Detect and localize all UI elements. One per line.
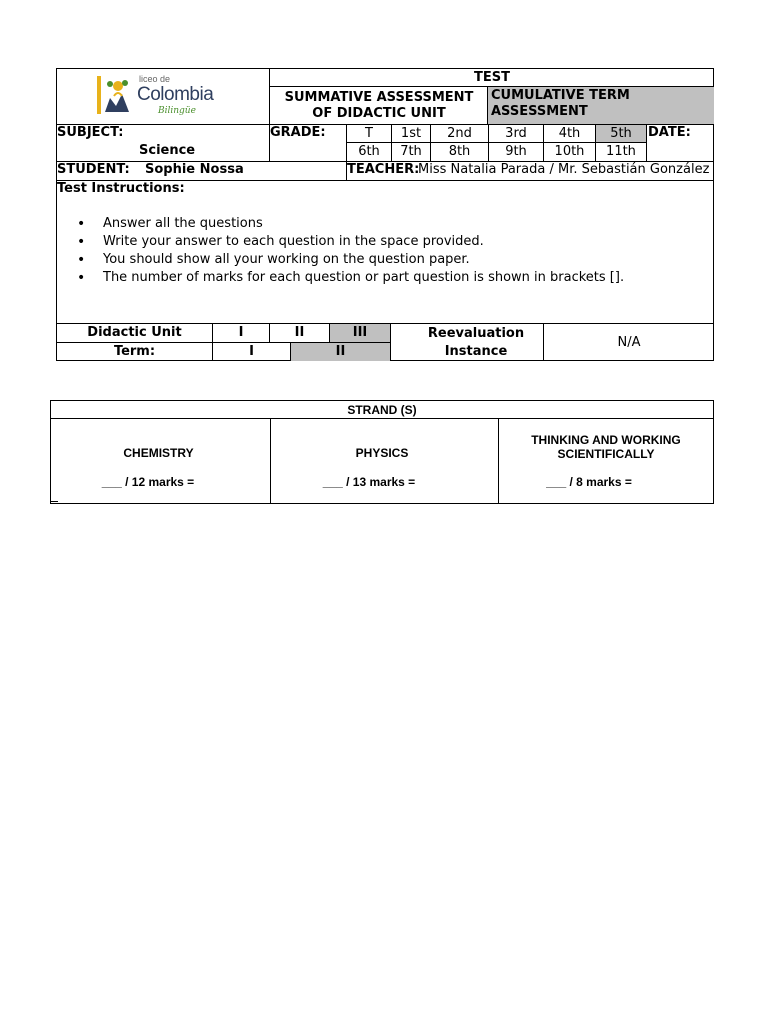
- student-label: STUDENT:: [57, 162, 130, 177]
- test-title: TEST: [474, 69, 510, 85]
- term-option-selected[interactable]: II: [335, 344, 346, 359]
- unit-option[interactable]: II: [294, 325, 305, 340]
- term-option[interactable]: I: [249, 344, 254, 359]
- grade-option[interactable]: 6th: [358, 144, 380, 159]
- didactic-unit-label: Didactic Unit: [87, 325, 182, 340]
- strand-name: THINKING AND WORKING SCIENTIFICALLY: [531, 433, 681, 461]
- instructions-list: [57, 215, 707, 287]
- unit-option[interactable]: I: [238, 325, 244, 340]
- subject-label: SUBJECT:: [57, 125, 124, 140]
- grade-option-selected[interactable]: 5th: [610, 125, 632, 141]
- teacher-label: TEACHER:: [347, 162, 420, 177]
- strand-name: CHEMISTRY: [123, 446, 194, 460]
- grade-option[interactable]: 11th: [606, 144, 636, 159]
- grade-option[interactable]: 1st: [400, 125, 422, 141]
- strand-marks: ___ / 12 marks =: [101, 475, 195, 489]
- instruction-item: • The number of marks for each question or part question is shown in brackets [].: [57, 269, 707, 287]
- instructions-title: Test Instructions:: [57, 181, 185, 196]
- subject-value: Science: [139, 143, 196, 158]
- strand-name: PHYSICS: [355, 446, 409, 460]
- unit-option-selected[interactable]: III: [352, 325, 368, 340]
- reevaluation-value: N/A: [617, 334, 641, 350]
- summative-assessment-label: SUMMATIVE ASSESSMENT OF DIDACTIC UNIT: [284, 89, 474, 121]
- grade-option[interactable]: 9th: [505, 144, 527, 159]
- grade-option[interactable]: 8th: [448, 144, 471, 159]
- grade-option[interactable]: 7th: [400, 144, 422, 159]
- instruction-item: • Write your answer to each question in the space provided.: [57, 233, 707, 251]
- grade-option[interactable]: 3rd: [505, 125, 527, 141]
- grade-label: GRADE:: [270, 125, 326, 140]
- instruction-item: • Answer all the questions: [57, 215, 707, 233]
- strand-title: STRAND (S): [347, 402, 417, 417]
- instruction-item: • You should show all your working on the question paper.: [57, 251, 707, 269]
- logo-script-text: Bilingüe: [158, 106, 196, 116]
- teacher-name: Miss Natalia Parada / Mr. Sebastián González: [418, 162, 710, 177]
- student-name: Sophie Nossa: [145, 162, 244, 177]
- cumulative-assessment-label: CUMULATIVE TERM ASSESSMENT: [488, 87, 714, 124]
- logo-small-text: liceo de: [139, 74, 171, 84]
- reevaluation-label: Reevaluation Instance: [427, 325, 525, 359]
- grade-option[interactable]: T: [365, 125, 373, 141]
- strand-marks: ___ / 13 marks =: [322, 475, 416, 489]
- grade-option[interactable]: 2nd: [447, 125, 472, 141]
- strand-marks: ___ / 8 marks =: [546, 475, 632, 489]
- grade-option[interactable]: 4th: [558, 125, 581, 141]
- term-label: Term:: [113, 344, 156, 359]
- date-label: DATE:: [648, 125, 691, 140]
- logo-main-text: Colombia: [137, 84, 214, 105]
- stray-underscore: [50, 501, 58, 502]
- grade-option[interactable]: 10th: [554, 144, 585, 159]
